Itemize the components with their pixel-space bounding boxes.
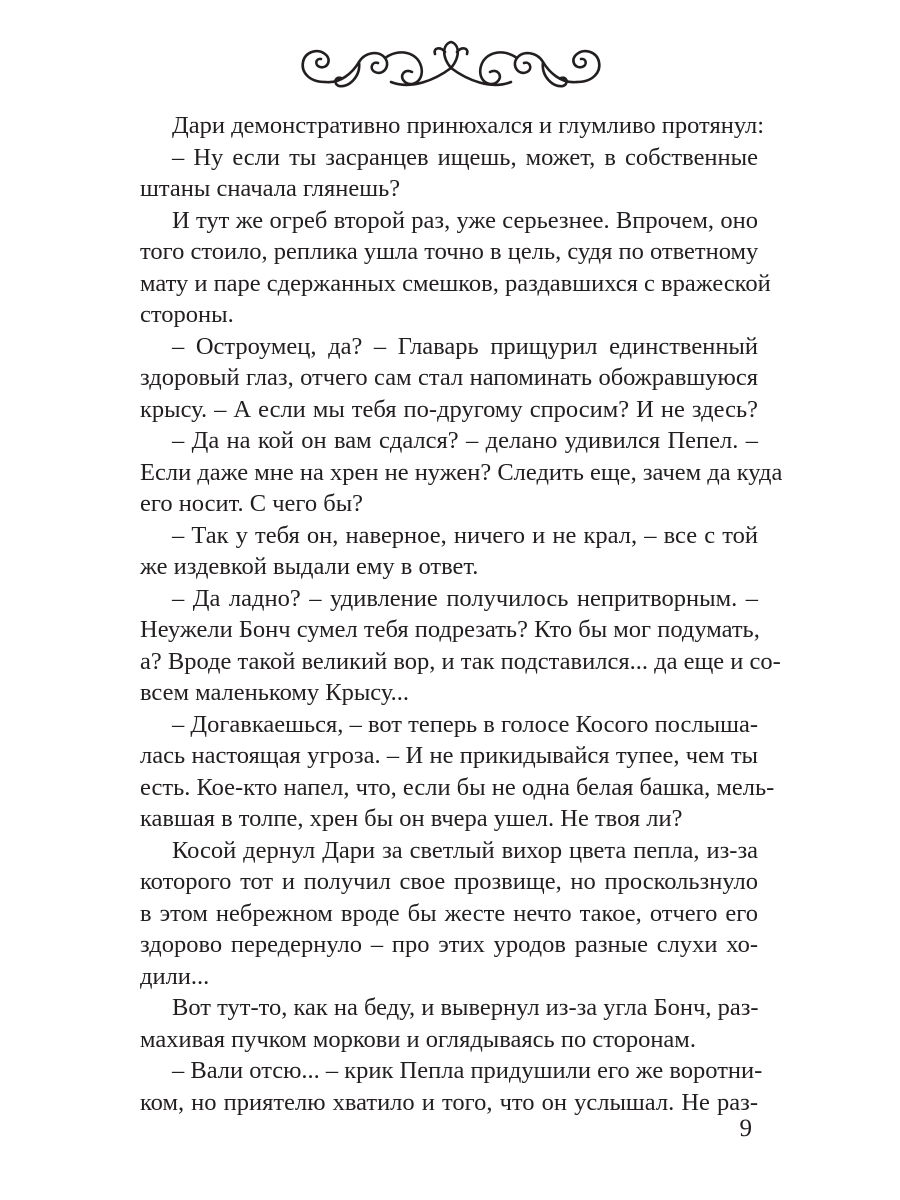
- body-text: [140, 110, 783, 1118]
- text-line: – Остроумец, да? – Главарь прищурил единственный: [172, 332, 758, 360]
- text-line: мату и паре сдержанных смешков, раздавшихся с вражеской: [140, 269, 771, 297]
- text-line: Дари демонстративно принюхался и глумливо протянул:: [172, 112, 765, 139]
- text-line: – Вали отсю... – крик Пепла придушили его же воротни-: [172, 1057, 763, 1084]
- text-line: – Да ладно? – удивление получилось непритворным. –: [172, 584, 758, 612]
- text-line: же издевкой выдали ему в ответ.: [140, 553, 479, 580]
- text-line: а? Вроде такой великий вор, и так подставился... да еще и со-: [140, 647, 781, 675]
- text-line: того стоило, реплика ушла точно в цель, судя по ответному: [140, 238, 759, 265]
- text-line: И тут же огреб второй раз, уже серьезнее. Впрочем, оно: [172, 206, 758, 234]
- text-line: – Догавкаешься, – вот теперь в голосе Косого послыша-: [172, 710, 758, 738]
- text-line: Если даже мне на хрен не нужен? Следить еще, зачем да куда: [140, 458, 783, 486]
- text-line: кавшая в толпе, хрен бы он вчера ушел. Не твоя ли?: [140, 805, 683, 832]
- text-line: лась настоящая угроза. – И не прикидывайся тупее, чем ты: [140, 742, 758, 769]
- ornament-divider-icon: [295, 38, 607, 94]
- text-line: Вот тут-то, как на беду, и вывернул из-за угла Бонч, раз-: [172, 994, 759, 1021]
- text-line: которого тот и получил свое прозвище, но проскользнуло: [140, 868, 758, 895]
- text-line: в этом небрежном вроде бы жесте нечто такое, отчего его: [140, 899, 758, 927]
- text-line: – Ну если ты засранцев ищешь, может, в собственные: [172, 143, 758, 171]
- text-line: стороны.: [140, 301, 234, 328]
- text-line: дили...: [140, 962, 210, 990]
- text-line: Неужели Бонч сумел тебя подрезать? Кто бы мог подумать,: [140, 616, 760, 643]
- text-line: – Так у тебя он, наверное, ничего и не крал, – все с той: [172, 521, 758, 549]
- text-line: – Да на кой он вам сдался? – делано удивился Пепел. –: [172, 427, 758, 454]
- text-line: ком, но приятелю хватило и того, что он услышал. Не раз-: [140, 1088, 758, 1116]
- text-line: его носит. С чего бы?: [140, 490, 364, 517]
- text-line: всем маленькому Крысу...: [140, 679, 410, 706]
- text-line: здорово передернуло – про этих уродов разные слухи хо-: [140, 931, 758, 958]
- text-line: Косой дернул Дари за светлый вихор цвета пепла, из-за: [172, 836, 758, 864]
- text-line: здоровый глаз, отчего сам стал напоминать обожравшуюся: [140, 364, 758, 391]
- page-number: 9: [739, 1115, 752, 1142]
- text-line: крысу. – А если мы тебя по-другому спросим? И не здесь?: [140, 395, 758, 423]
- text-line: есть. Кое-кто напел, что, если бы не одна белая башка, мель-: [140, 773, 775, 801]
- text-line: штаны сначала глянешь?: [140, 175, 401, 202]
- text-line: махивая пучком моркови и оглядываясь по сторонам.: [140, 1025, 696, 1053]
